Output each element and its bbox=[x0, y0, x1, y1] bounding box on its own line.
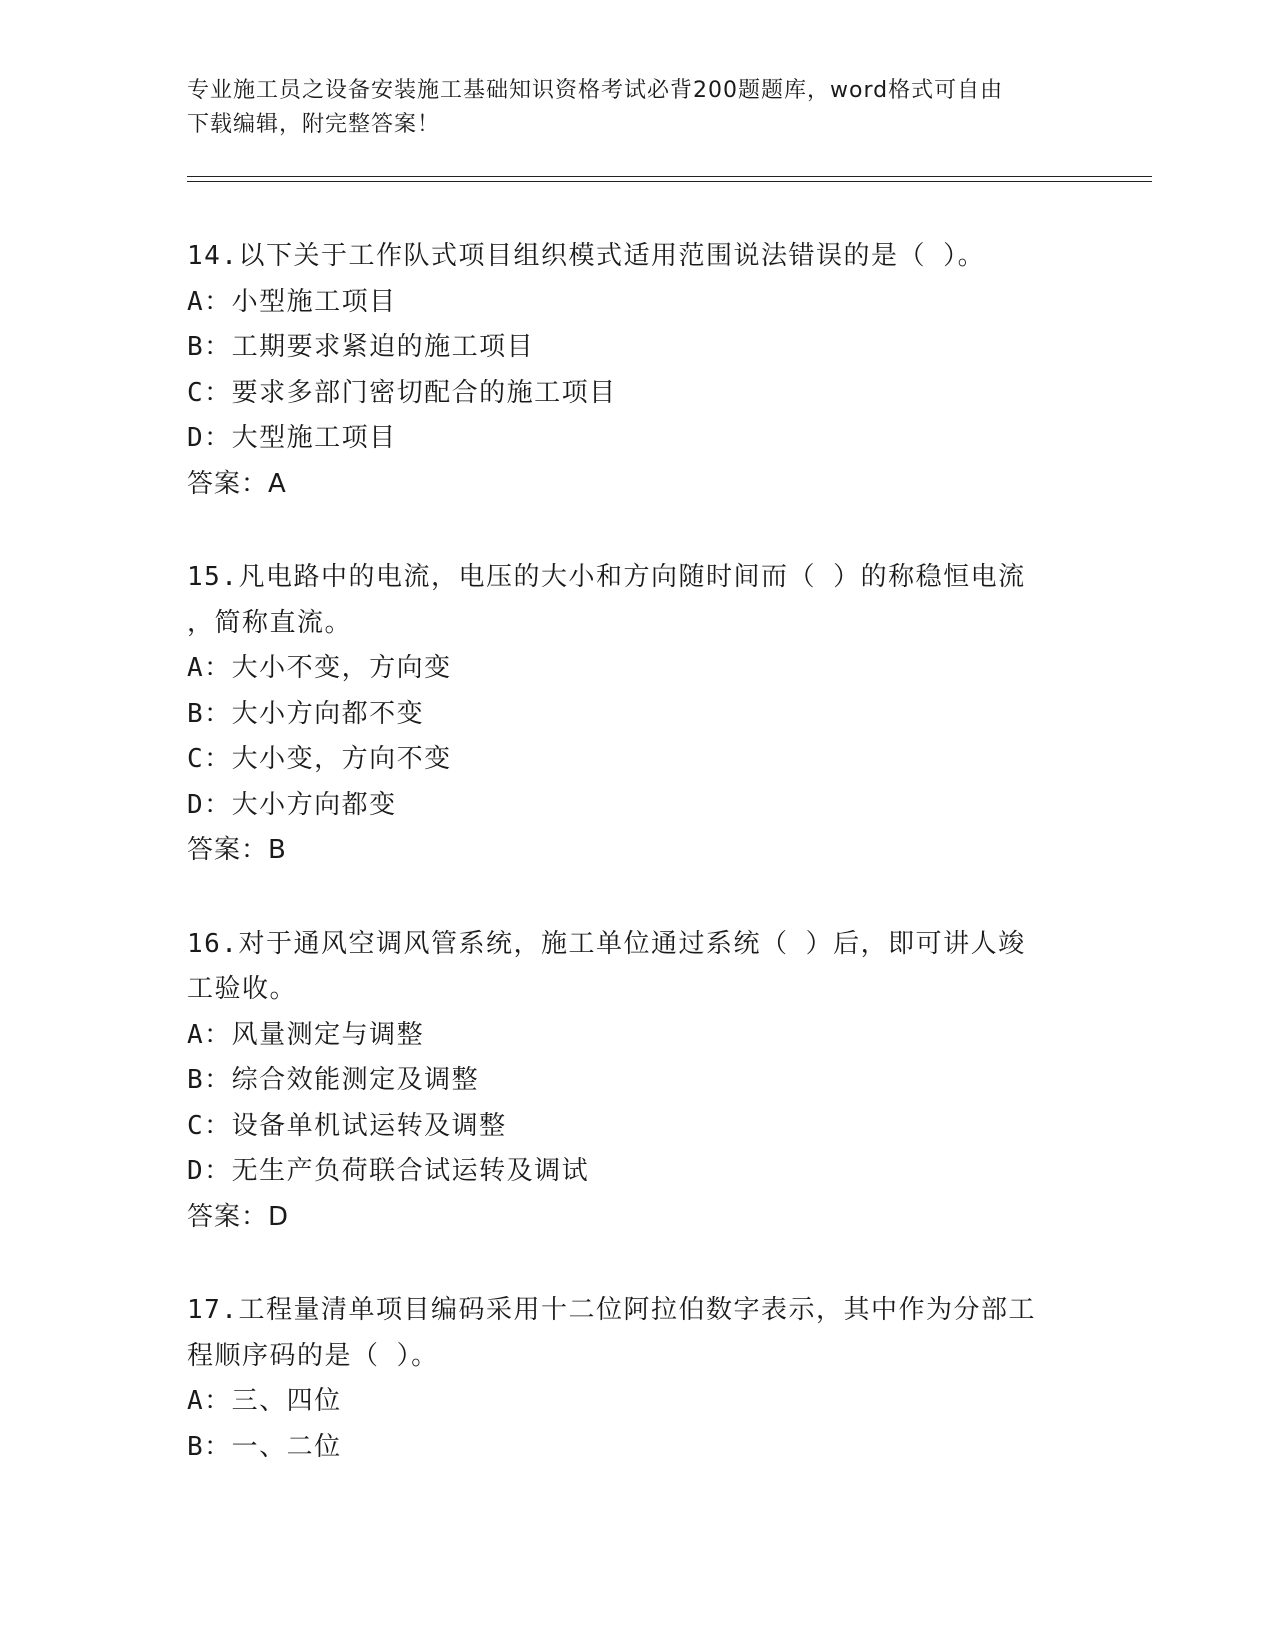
option-b: B：综合效能测定及调整 bbox=[187, 1065, 480, 1095]
question-list bbox=[187, 234, 1087, 1518]
answer: 答案：A bbox=[187, 468, 287, 499]
question-14 bbox=[187, 234, 1087, 507]
option-a: A：大小不变，方向变 bbox=[187, 653, 452, 683]
header-line-2: 下载编辑，附完整答案！ bbox=[187, 112, 441, 137]
question-stem-continued: ，简称直流。 bbox=[187, 607, 353, 638]
question-15 bbox=[187, 555, 1087, 874]
option-a: A：小型施工项目 bbox=[187, 286, 397, 317]
option-c: C：大小变，方向不变 bbox=[187, 744, 452, 774]
question-stem: 16.对于通风空调风管系统，施工单位通过系统（ ）后，即可讲人竣 bbox=[187, 928, 1026, 959]
option-a: A：风量测定与调整 bbox=[187, 1019, 425, 1050]
question-16 bbox=[187, 922, 1087, 1241]
header-divider-bottom bbox=[187, 181, 1152, 182]
option-b: B：工期要求紧迫的施工项目 bbox=[187, 332, 535, 362]
question-stem-continued: 程顺序码的是（ ）。 bbox=[187, 1340, 439, 1371]
option-b: B：大小方向都不变 bbox=[187, 698, 425, 729]
document-header bbox=[187, 74, 1067, 142]
answer: 答案：B bbox=[187, 835, 287, 865]
question-17 bbox=[187, 1288, 1087, 1470]
question-stem: 15.凡电路中的电流，电压的大小和方向随时间而（ ）的称稳恒电流 bbox=[187, 562, 1026, 592]
answer: 答案：D bbox=[187, 1201, 290, 1232]
question-stem-continued: 工验收。 bbox=[187, 974, 298, 1004]
question-stem: 14.以下关于工作队式项目组织模式适用范围说法错误的是（ ）。 bbox=[187, 241, 986, 271]
header-divider-top bbox=[187, 176, 1152, 177]
question-stem: 17.工程量清单项目编码采用十二位阿拉伯数字表示，其中作为分部工 bbox=[187, 1295, 1036, 1325]
option-d: D：大型施工项目 bbox=[187, 423, 397, 453]
header-line-1: 专业施工员之设备安装施工基础知识资格考试必背200题题库，word格式可自由 bbox=[187, 78, 1004, 103]
option-d: D：无生产负荷联合试运转及调试 bbox=[187, 1156, 590, 1186]
option-c: C：要求多部门密切配合的施工项目 bbox=[187, 377, 617, 408]
option-b: B：一、二位 bbox=[187, 1431, 342, 1462]
option-c: C：设备单机试运转及调整 bbox=[187, 1110, 507, 1141]
option-d: D：大小方向都变 bbox=[187, 789, 397, 820]
option-a: A：三、四位 bbox=[187, 1386, 342, 1416]
